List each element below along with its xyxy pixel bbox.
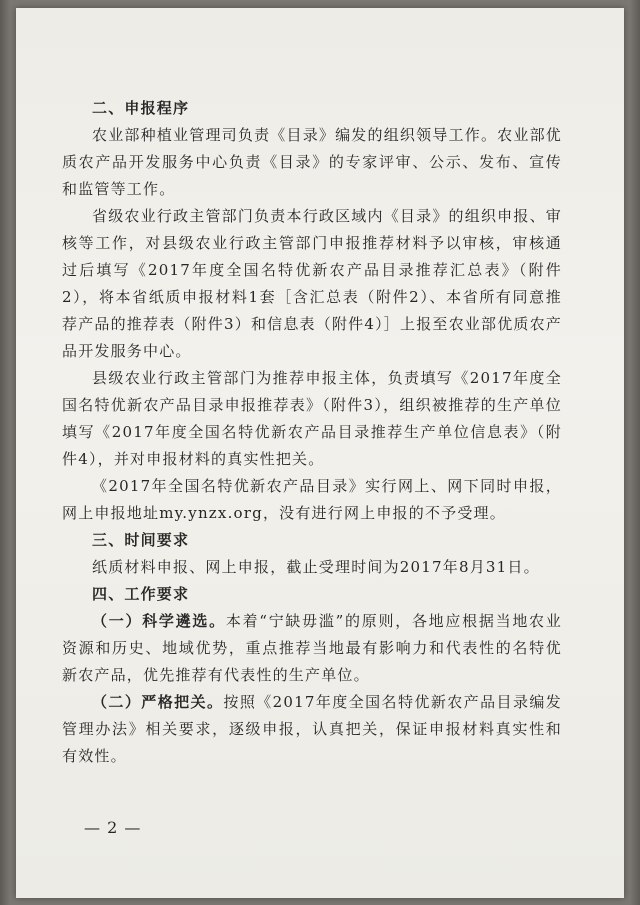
document-body [62,95,562,770]
item-text-selection: 本着“宁缺毋滥”的原则，各地应根据当地农业资源和历史、地域优势，重点推荐当地最有影响力和代表性的名特优新农产品，优先推荐有代表性的生产单位。 [62,612,562,684]
paragraph-county: 县级农业行政主管部门为推荐申报主体，负责填写《2017年度全国名特优新农产品目录申报推荐表》（附件3），组织被推荐的生产单位填写《2017年度全国名特优新农产品目录推荐生产单位信息表》（附件4），并对申报材料的真实性把关。 [62,369,562,468]
list-item-selection [62,608,562,689]
item-title-strict: （二）严格把关。 [92,693,224,711]
item-title-selection: （一）科学遴选。 [92,612,226,630]
paragraph-provincial: 省级农业行政主管部门负责本行政区域内《目录》的组织申报、审核等工作，对县级农业行政主管部门申报推荐材料予以审核，审核通过后填写《2017年度全国名特优新农产品目录推荐汇总表》（附件2），将本省纸质申报材料1套［含汇总表（附件2）、本省所有同意推荐产品的推荐表（附件3）和信息表（附件4）］上报至农业部优质农产品开发服务中心。 [62,207,562,360]
paragraph-responsibility: 农业部种植业管理司负责《目录》编发的组织领导工作。农业部优质农产品开发服务中心负责《目录》的专家评审、公示、发布、宣传和监管等工作。 [62,126,562,198]
section-heading-work: 四、工作要求 [92,585,190,603]
paragraph-online: 《2017年全国名特优新农产品目录》实行网上、网下同时申报，网上申报地址my.ynzx.org，没有进行网上申报的不予受理。 [62,477,562,522]
section-heading-procedure: 二、申报程序 [92,99,190,117]
section-heading-time: 三、时间要求 [92,531,190,549]
item-text-strict: 按照《2017年度全国名特优新农产品目录编发管理办法》相关要求，逐级申报，认真把关，保证申报材料真实性和有效性。 [62,693,562,765]
list-item-strict [62,689,562,770]
paragraph-deadline: 纸质材料申报、网上申报，截止受理时间为2017年8月31日。 [92,558,540,576]
page-number: — 2 — [84,818,142,837]
